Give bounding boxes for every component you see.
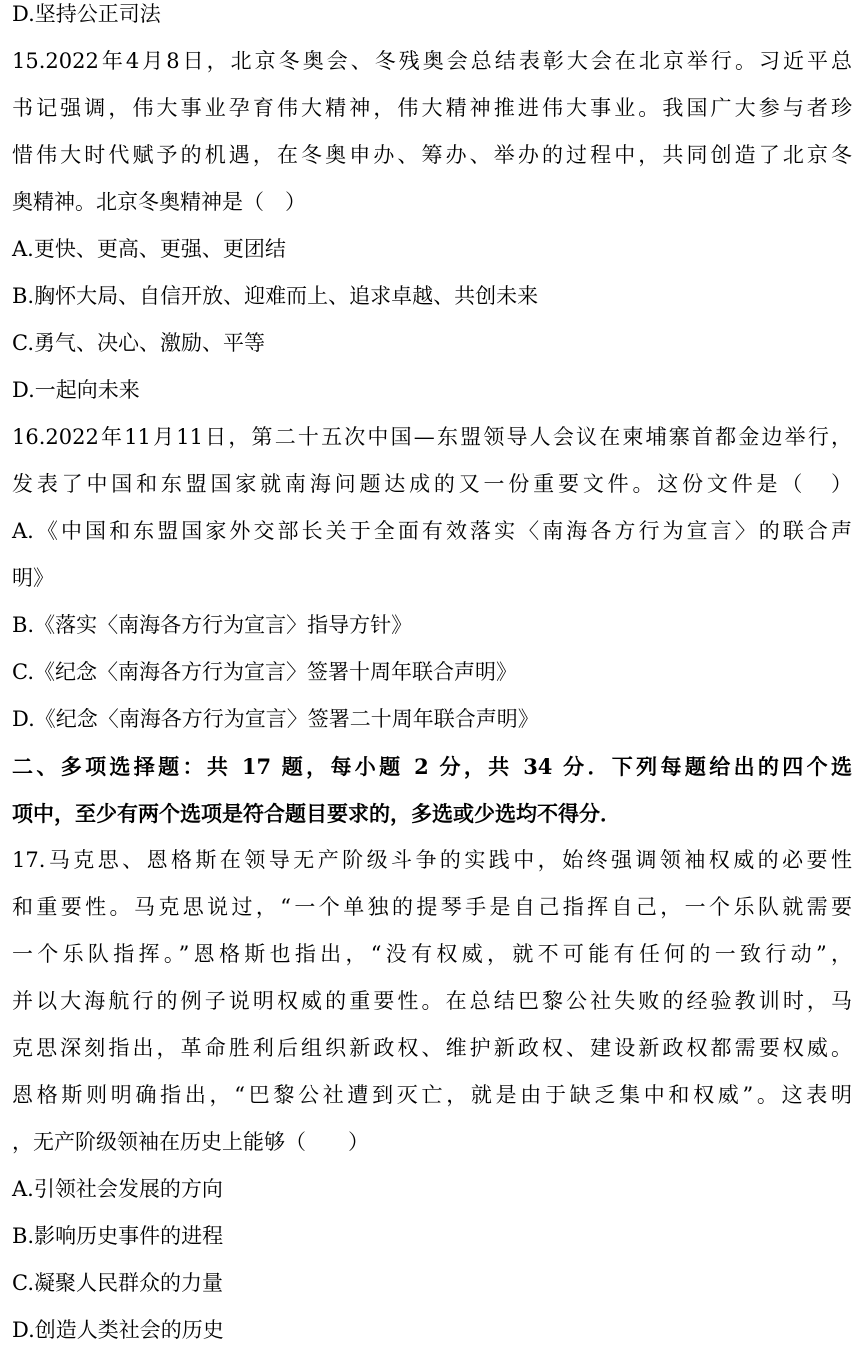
text-line: 恩格斯则明确指出，“巴黎公社遭到灭亡，就是由于缺乏集中和权威”。这表明 bbox=[12, 1083, 852, 1107]
text-line: A.引领社会发展的方向 bbox=[12, 1177, 223, 1201]
text-line: 并以大海航行的例子说明权威的重要性。在总结巴黎公社失败的经验教训时，马 bbox=[12, 989, 852, 1013]
text-line: D.一起向未来 bbox=[12, 378, 140, 402]
text-line: 克思深刻指出，革命胜利后组织新政权、维护新政权、建设新政权都需要权威。 bbox=[12, 1036, 852, 1060]
text-line: C.凝聚人民群众的力量 bbox=[12, 1271, 223, 1295]
text-line: D.坚持公正司法 bbox=[12, 2, 161, 26]
text-line: 书记强调，伟大事业孕育伟大精神，伟大精神推进伟大事业。我国广大参与者珍 bbox=[12, 96, 852, 120]
text-line: C.勇气、决心、激励、平等 bbox=[12, 331, 265, 355]
text-line: D.《纪念〈南海各方行为宣言〉签署二十周年联合声明》 bbox=[12, 707, 539, 731]
text-line: 17.马克思、恩格斯在领导无产阶级斗争的实践中，始终强调领袖权威的必要性 bbox=[12, 848, 852, 872]
text-line: 和重要性。马克思说过，“一个单独的提琴手是自己指挥自己，一个乐队就需要 bbox=[12, 895, 852, 919]
text-line: ，无产阶级领袖在历史上能够（ ） bbox=[12, 1130, 369, 1154]
section-heading-line: 项中，至少有两个选项是符合题目要求的，多选或少选均不得分． bbox=[12, 801, 621, 826]
text-line: 发表了中国和东盟国家就南海问题达成的又一份重要文件。这份文件是（ ） bbox=[12, 472, 852, 496]
text-line: A.更快、更高、更强、更团结 bbox=[12, 237, 286, 261]
text-line: 16.2022年11月11日，第二十五次中国—东盟领导人会议在柬埔寨首都金边举行， bbox=[12, 425, 852, 449]
text-line: B.影响历史事件的进程 bbox=[12, 1224, 224, 1248]
text-line: 惜伟大时代赋予的机遇，在冬奥申办、筹办、举办的过程中，共同创造了北京冬 bbox=[12, 143, 852, 167]
exam-page bbox=[12, 0, 852, 1363]
text-line: A.《中国和东盟国家外交部长关于全面有效落实〈南海各方行为宣言〉的联合声 bbox=[12, 519, 852, 543]
text-line: B.胸怀大局、自信开放、迎难而上、追求卓越、共创未来 bbox=[12, 284, 539, 308]
section-heading-line: 二、多项选择题：共 17 题，每小题 2 分，共 34 分．下列每题给出的四个选 bbox=[12, 754, 852, 779]
text-line: 15.2022年4月8日，北京冬奥会、冬残奥会总结表彰大会在北京举行。习近平总 bbox=[12, 49, 852, 73]
text-line: C.《纪念〈南海各方行为宣言〉签署十周年联合声明》 bbox=[12, 660, 517, 684]
text-line: 一个乐队指挥。”恩格斯也指出，“没有权威，就不可能有任何的一致行动”， bbox=[12, 942, 852, 966]
text-line: 明》 bbox=[12, 566, 54, 590]
text-line: 奥精神。北京冬奥精神是（ ） bbox=[12, 190, 306, 214]
text-line: B.《落实〈南海各方行为宣言〉指导方针》 bbox=[12, 613, 413, 637]
text-line: D.创造人类社会的历史 bbox=[12, 1318, 224, 1342]
